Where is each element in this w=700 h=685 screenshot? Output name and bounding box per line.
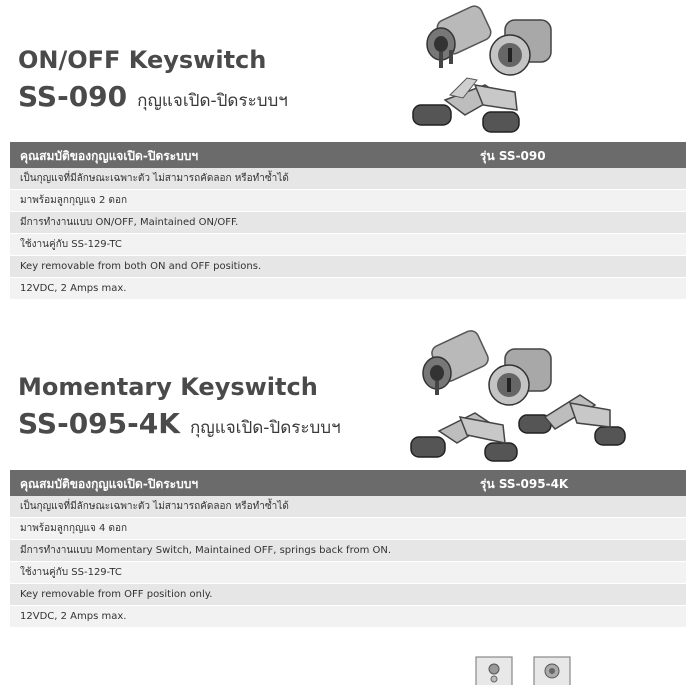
- wall-plate-image: [534, 657, 570, 685]
- key-image: [460, 417, 517, 461]
- spec-header-label: คุณสมบัติของกุญแจเปิด-ปิดระบบฯ: [20, 477, 199, 491]
- product-model: [18, 407, 341, 441]
- spec-row: Key removable from OFF position only.: [10, 584, 686, 606]
- lock-cylinder-image: [423, 328, 491, 395]
- spec-table-header: [10, 470, 686, 496]
- spec-row: เป็นกุญแจที่มีลักษณะเฉพาะตัว ไม่สามารถคัดลอก หรือทำซ้ำได้: [10, 168, 686, 190]
- spec-header-model: รุ่น SS-090: [480, 149, 546, 163]
- spec-table: [10, 470, 686, 628]
- key-image: [475, 85, 519, 132]
- spec-header-label: คุณสมบัติของกุญแจเปิด-ปิดระบบฯ: [20, 149, 199, 163]
- spec-row: เป็นกุญแจที่มีลักษณะเฉพาะตัว ไม่สามารถคัดลอก หรือทำซ้ำได้: [10, 496, 686, 518]
- lock-cylinder-front-image: [490, 20, 551, 75]
- spec-table-header: [10, 142, 686, 168]
- product-title: Momentary Keyswitch: [18, 373, 318, 401]
- key-image: [570, 403, 625, 445]
- spec-row: มาพร้อมลูกกุญแจ 4 ดอก: [10, 518, 686, 540]
- wall-plate-image: [476, 657, 512, 685]
- keyswitch-illustration: [405, 325, 635, 465]
- spec-row: Key removable from both ON and OFF positions.: [10, 256, 686, 278]
- thai-subtitle: กุญแจเปิด-ปิดระบบฯ: [137, 91, 288, 111]
- thai-subtitle: กุญแจเปิด-ปิดระบบฯ: [189, 418, 341, 438]
- spec-table: [10, 142, 686, 300]
- next-product-image: [470, 655, 580, 685]
- spec-row: มีการทำงานแบบ Momentary Switch, Maintained OFF, springs back from ON.: [10, 540, 686, 562]
- spec-row: 12VDC, 2 Amps max.: [10, 606, 686, 628]
- spec-row: ใช้งานคู่กับ SS-129-TC: [10, 234, 686, 256]
- spec-row: 12VDC, 2 Amps max.: [10, 278, 686, 300]
- keyswitch-illustration: [405, 0, 580, 135]
- product-model: [18, 80, 288, 114]
- model-code: SS-090: [18, 80, 128, 113]
- spec-row: มีการทำงานแบบ ON/OFF, Maintained ON/OFF.: [10, 212, 686, 234]
- spec-row: ใช้งานคู่กับ SS-129-TC: [10, 562, 686, 584]
- lock-cylinder-image: [427, 4, 493, 68]
- model-code: SS-095-4K: [18, 407, 180, 440]
- lock-cylinder-front-image: [489, 349, 551, 405]
- product-title: ON/OFF Keyswitch: [18, 46, 267, 74]
- spec-header-model: รุ่น SS-095-4K: [480, 477, 569, 491]
- spec-row: มาพร้อมลูกกุญแจ 2 ดอก: [10, 190, 686, 212]
